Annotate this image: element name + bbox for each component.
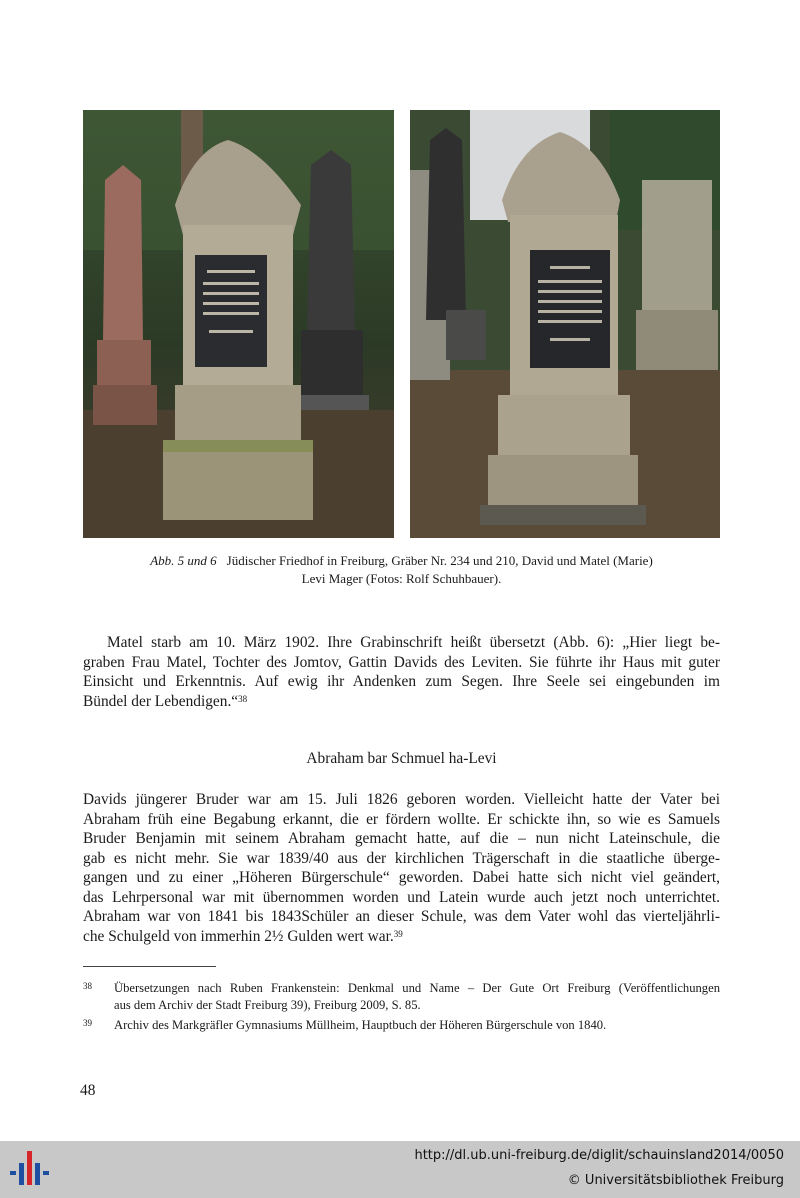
- footnote-number: 39: [83, 1018, 92, 1028]
- text-line: gab es nicht mehr. Sie war 1839/40 aus der kirchlichen Trägerschaft in die staatliche überge-: [83, 849, 720, 867]
- text-line: Matel starb am 10. März 1902. Ihre Grabinschrift heißt übersetzt (Abb. 6): „Hier liegt be-: [107, 634, 720, 651]
- footnote-39: [83, 1017, 720, 1034]
- text-line-content: Bündel der Lebendigen.“: [83, 692, 239, 710]
- footnote-text-line: aus dem Archiv der Stadt Freiburg 39), Freiburg 2009, S. 85.: [114, 998, 421, 1012]
- footnote-ref-38: 38: [238, 693, 248, 704]
- text-line: Einsicht und Erkenntnis. Auf ewig ihr Andenken zum Segen. Ihre Seele sei eingebunden im: [83, 673, 720, 690]
- figure-caption: [83, 552, 720, 588]
- gravestone-photo-left: [83, 110, 394, 538]
- caption-line-1: [83, 552, 720, 570]
- text-line-content: che Schulgeld von immerhin 2½ Gulden wert war.: [83, 927, 394, 945]
- text-line: gangen und zu einer „Höheren Bürgerschule“ geworden. Dabei hatte sich nicht viel geändert,: [83, 869, 720, 886]
- footnote-divider: [83, 966, 216, 967]
- text-line: graben Frau Matel, Tochter des Jomtov, Gattin Davids des Leviten. Sie führte ihr Haus mit guter: [83, 653, 720, 671]
- footnote-38: [83, 980, 720, 1014]
- source-url-link[interactable]: http://dl.ub.uni-freiburg.de/diglit/schauinsland2014/0050: [414, 1148, 784, 1163]
- text-line-final: [83, 927, 720, 947]
- caption-label: Abb. 5 und 6: [150, 553, 217, 568]
- footnote-ref-39: 39: [393, 928, 403, 939]
- footnote-text-line: Archiv des Markgräfler Gymnasiums Müllheim, Hauptbuch der Höheren Bürgerschule von 1840.: [114, 1018, 607, 1032]
- footnote-number: 38: [83, 981, 92, 991]
- text-line: Abraham war von 1841 bis 1843Schüler an dieser Schule, was dem Vater wohl das vierteljährli-: [83, 908, 720, 925]
- gravestone-photo-right: [410, 110, 720, 538]
- text-line: Bruder Benjamin mit seinem Abraham gemacht hatte, auf die – nun nicht Lateinschule, die: [83, 830, 720, 847]
- footnote-text-line: Übersetzungen nach Ruben Frankenstein: Denkmal und Name – Der Gute Ort Freiburg (Veröffentlichungen: [114, 981, 720, 995]
- paragraph-abraham: [83, 790, 720, 946]
- text-line: Davids jüngerer Bruder war am 15. Juli 1826 geboren worden. Vielleicht hatte der Vater bei: [83, 791, 720, 808]
- caption-text-1: Jüdischer Friedhof in Freiburg, Gräber Nr. 234 und 210, David und Matel (Marie): [226, 553, 653, 568]
- text-line: das Lehrpersonal war mit übernommen worden und Latein wurde auch jetzt noch unterrichtet.: [83, 888, 720, 906]
- text-line-final: [83, 692, 720, 712]
- section-heading: Abraham bar Schmuel ha-Levi: [306, 750, 497, 767]
- repository-footer: [0, 1141, 800, 1198]
- paragraph-matel: [83, 633, 720, 711]
- copyright-notice: © Universitätsbibliothek Freiburg: [567, 1173, 784, 1188]
- page-number: 48: [80, 1082, 96, 1099]
- ub-freiburg-logo-icon[interactable]: [6, 1149, 50, 1189]
- caption-line-2: Levi Mager (Fotos: Rolf Schuhbauer).: [301, 571, 502, 586]
- text-line: Abraham früh eine Begabung erkannt, die er fördern wollte. Er schickte ihn, so wie es Samuels: [83, 810, 720, 828]
